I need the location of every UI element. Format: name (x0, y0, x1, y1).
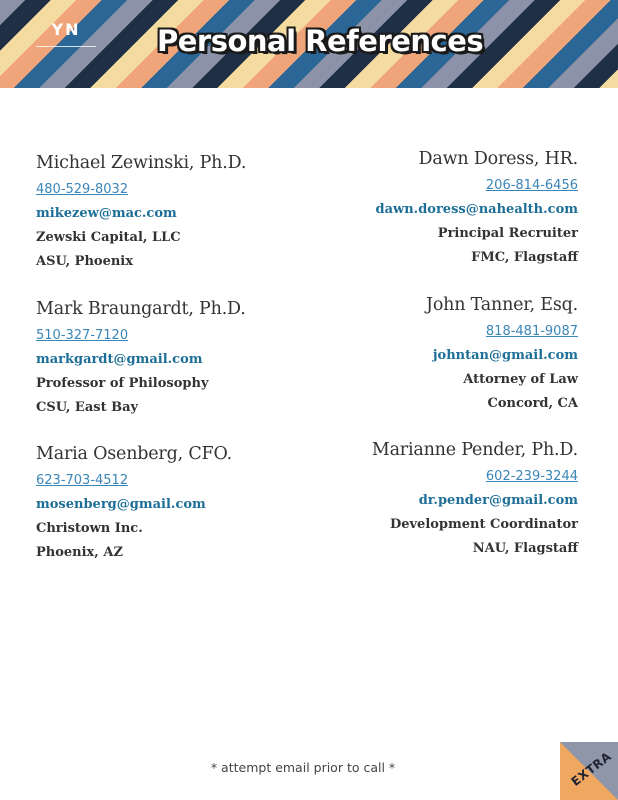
reference-name: Mark Braungardt, Ph.D. (36, 299, 246, 319)
reference-title: Attorney of Law (463, 372, 578, 387)
reference-name: Michael Zewinski, Ph.D. (36, 153, 247, 173)
reference-location: ASU, Phoenix (36, 254, 133, 269)
reference-email-link[interactable]: dr.pender@gmail.com (418, 493, 578, 508)
reference-card (36, 299, 306, 424)
reference-phone-link[interactable]: 818-481-9087 (485, 324, 578, 339)
reference-location: NAU, Flagstaff (472, 541, 578, 556)
reference-title: Principal Recruiter (437, 226, 578, 241)
reference-name: John Tanner, Esq. (426, 295, 578, 315)
reference-phone-link[interactable]: 623-703-4512 (36, 473, 129, 488)
reference-card (308, 295, 578, 420)
monogram-underline (36, 46, 96, 47)
reference-location: Concord, CA (487, 396, 578, 411)
reference-email-link[interactable]: markgardt@gmail.com (36, 352, 203, 367)
reference-location: FMC, Flagstaff (471, 250, 578, 265)
footer-note: * attempt email prior to call * (210, 760, 396, 775)
header-banner (0, 0, 618, 88)
reference-name: Dawn Doress, HR. (418, 149, 578, 169)
page-title: Personal References (157, 24, 484, 58)
reference-location: CSU, East Bay (36, 400, 139, 415)
reference-phone-link[interactable]: 206-814-6456 (485, 178, 578, 193)
reference-location: Phoenix, AZ (36, 545, 123, 560)
extra-label: EXTRA (568, 749, 615, 789)
reference-phone-link[interactable]: 480-529-8032 (36, 182, 129, 197)
reference-name: Maria Osenberg, CFO. (36, 444, 232, 464)
reference-organization: Christown Inc. (36, 521, 143, 536)
reference-card (308, 149, 578, 274)
extra-corner-badge[interactable] (560, 742, 618, 800)
monogram-initials: YN (51, 20, 81, 39)
reference-email-link[interactable]: mosenberg@gmail.com (36, 497, 206, 512)
reference-card (308, 440, 578, 565)
reference-phone-link[interactable]: 602-239-3244 (485, 469, 578, 484)
reference-name: Marianne Pender, Ph.D. (371, 440, 578, 460)
reference-title: Professor of Philosophy (36, 376, 209, 391)
reference-email-link[interactable]: mikezew@mac.com (36, 206, 177, 221)
reference-card (36, 153, 306, 278)
reference-organization: Zewski Capital, LLC (36, 230, 181, 245)
reference-email-link[interactable]: dawn.doress@nahealth.com (375, 202, 578, 217)
reference-email-link[interactable]: johntan@gmail.com (432, 348, 578, 363)
reference-phone-link[interactable]: 510-327-7120 (36, 328, 129, 343)
reference-title: Development Coordinator (389, 517, 578, 532)
reference-card (36, 444, 306, 569)
